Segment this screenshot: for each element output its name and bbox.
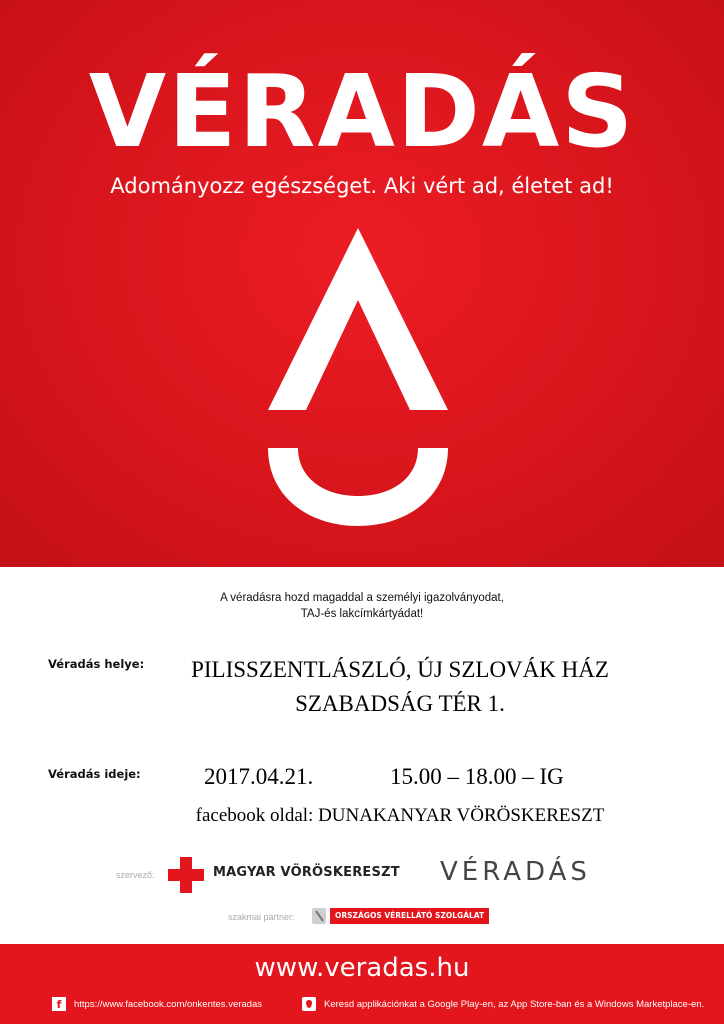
id-reminder-line1: A véradásra hozd magaddal a személyi igazolványodat, (220, 592, 504, 604)
drop-app-icon (302, 997, 316, 1011)
time-label: Véradás ideje: (48, 767, 141, 781)
location-label: Véradás helye: (48, 657, 145, 671)
red-cross-icon (168, 857, 204, 893)
id-reminder (0, 590, 724, 622)
partner-logo-icon (311, 906, 329, 926)
organizer-section (0, 850, 724, 910)
event-date: 2017.04.21. (204, 764, 314, 789)
organizer-name: MAGYAR VÖRÖSKERESZT (213, 865, 400, 880)
organizer-label: szervező: (116, 870, 155, 880)
event-hours: 15.00 – 18.00 – IG (390, 764, 564, 789)
hero-subtitle: Adományozz egészséget. Aki vért ad, életet ad! (110, 174, 614, 198)
veradas-brand-logo: VÉRADÁS (440, 857, 591, 887)
id-reminder-line2: TAJ-és lakcímkártyádat! (300, 608, 424, 620)
website-link[interactable]: www.veradas.hu (254, 953, 470, 983)
hero-title: VÉRADÁS (88, 53, 636, 170)
location-line2: SZABADSÁG TÉR 1. (295, 691, 505, 716)
facebook-icon: f (52, 997, 66, 1011)
facebook-link-row[interactable] (52, 996, 262, 1014)
facebook-page-note: facebook oldal: DUNAKANYAR VÖRÖSKERESZT (195, 805, 605, 826)
app-info-row (302, 996, 704, 1014)
footer-bar (0, 944, 724, 1024)
location-line1: PILISSZENTLÁSZLÓ, ÚJ SZLOVÁK HÁZ (191, 657, 609, 682)
app-availability-text: Keresd applikációnkat a Google Play-en, az App Store-ban és a Windows Marketplace-en. (324, 999, 705, 1010)
blood-drop-icon (258, 228, 458, 528)
facebook-url[interactable]: https://www.facebook.com/onkentes.veradas (74, 999, 262, 1010)
partner-name: ORSZÁGOS VÉRELLÁTÓ SZOLGÁLAT (330, 908, 489, 924)
partner-label: szakmai partner: (228, 912, 295, 922)
